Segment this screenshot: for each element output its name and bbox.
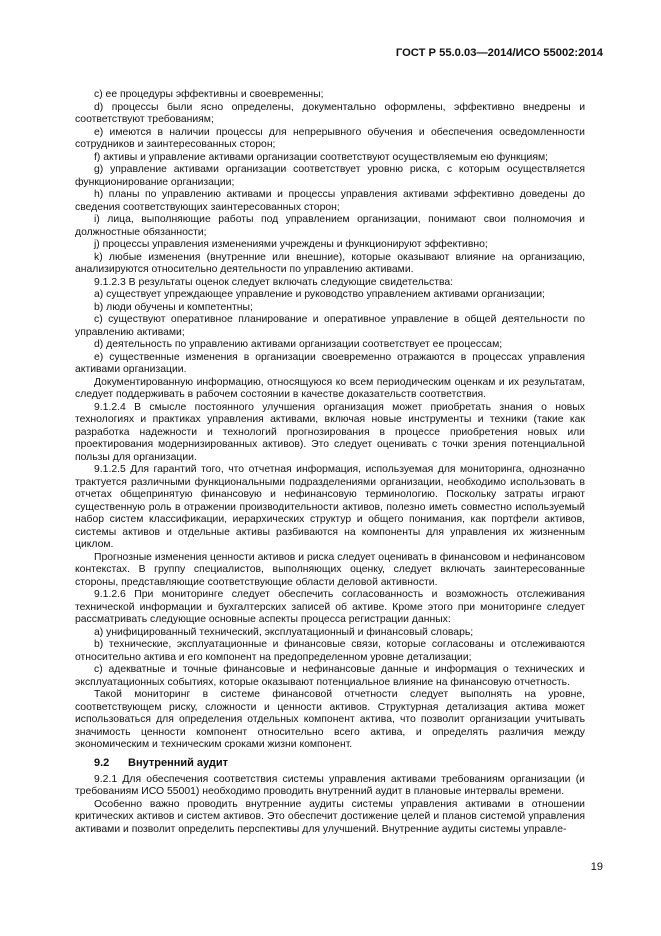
section-title: Внутренний аудит xyxy=(128,756,229,769)
paragraph: i) лица, выполняющие работы под управлением организации, понимают свои полномочия и должностные обязанности; xyxy=(75,214,585,238)
paragraph: b) люди обучены и компетентны; xyxy=(94,301,253,313)
paragraph: Особенно важно проводить внутренние аудиты системы управления активами в отношении критических активов и систем активов. Это обеспечит достижение целей и планов системой управления активами и позволит определить перспективы для улучшений. Внутренние аудиты системы управле- xyxy=(75,798,585,835)
paragraph: g) управление активами организации соответствует уровню риска, с которым осуществляется функционирование организации; xyxy=(75,164,585,188)
paragraph: Такой мониторинг в системе финансовой отчетности следует выполнять на уровне, соответствующем риску, сложности и ценности активов. Структурная детализация актива может использоваться для определения отдельных компонент актива, что позволит организации учитывать значимость ценности компонент относительно всего актива, и определять различия между экономическим и техническим сроками жизни компонент. xyxy=(75,689,585,750)
section-heading xyxy=(94,756,585,770)
paragraph: 9.2.1 Для обеспечения соответствия системы управления активами требованиям организации (и требованиям ИСО 55001) необходимо проводить внутренний аудит в плановые интервалы времени. xyxy=(75,773,585,797)
paragraph: k) любые изменения (внутренние или внешние), которые оказывают влияние на организацию, анализируются относительно деятельности по управлению активами. xyxy=(75,251,585,275)
paragraph: 9.1.2.3 В результаты оценок следует включать следующие свидетельства: xyxy=(94,276,454,288)
document-header: ГОСТ Р 55.0.03—2014/ИСО 55002:2014 xyxy=(395,47,603,59)
page-number: 19 xyxy=(590,861,603,873)
paragraph: f) активы и управление активами организации соответствуют осуществляемым ею функциям; xyxy=(94,151,549,163)
paragraph: a) существует упреждающее управление и руководство управлением активами организации; xyxy=(94,289,545,300)
paragraph: d) процессы были ясно определены, документально оформлены, эффективно внедрены и соответствуют требованиям; xyxy=(75,101,585,125)
paragraph: j) процессы управления изменениями учреждены и функционируют эффективно; xyxy=(94,239,488,250)
paragraph: a) унифицированный технический, эксплуатационный и финансовый словарь; xyxy=(94,626,474,638)
paragraph: c) ее процедуры эффективны и своевременны; xyxy=(94,89,324,100)
paragraph: Прогнозные изменения ценности активов и риска следует оценивать в финансовом и нефинансовом контекстах. В группу специалистов, выполняющих оценку, следует включать заинтересованные стороны, представляющие соответствующие области деловой активности. xyxy=(75,551,585,588)
paragraph: 9.1.2.6 При мониторинге следует обеспечить согласованность и возможность отслеживания технической информации и бухгалтерских записей об активе. Кроме этого при мониторинге следует рассматривать следующие основные аспекты процесса регистрации данных: xyxy=(75,589,585,625)
paragraph: b) технические, эксплуатационные и финансовые связи, которые согласованы и отслеживаются относительно актива и его компонент на предопределенном уровне детализации; xyxy=(75,639,585,663)
paragraph: 9.1.2.4 В смысле постоянного улучшения организация может приобретать знания о новых технологиях и практиках управления активами, включая новые инструменты и техники (такие как разработка надежности и технологий прогнозирования в процессе приобретения новых или проектирования модернизированных активов). Это следует оценивать с точки зрения потенциальной пользы для организации. xyxy=(75,401,585,463)
paragraph: c) адекватные и точные финансовые и нефинансовые данные и информация о технических и эксплуатационных событиях, которые оказывают потенциальное влияние на финансовую отчетность. xyxy=(75,664,585,688)
document-body xyxy=(75,89,585,836)
paragraph: e) существенные изменения в организации своевременно отражаются в процессах управления активами организации. xyxy=(75,351,585,375)
paragraph: c) существуют оперативное планирование и оперативное управление в общей деятельности по управлению активами; xyxy=(75,314,585,338)
paragraph: Документированную информацию, относящуюся ко всем периодическим оценкам и их результатам, следует поддерживать в рабочем состоянии в качестве доказательств соответствия. xyxy=(75,376,585,400)
paragraph: e) имеются в наличии процессы для непрерывного обучения и обеспечения осведомленности сотрудников и заинтересованных сторон; xyxy=(75,126,585,150)
paragraph: 9.1.2.5 Для гарантий того, что отчетная информация, используемая для мониторинга, однозначно трактуется различными функциональными подразделениями организации, необходимо использовать в отчетах общепринятую финансовую и нефинансовую терминологию. Поскольку затраты играют существенную роль в отражении производительности активов, полезно иметь совместно используемый набор систем классификации, иерархических структур и общего понимания, как портфели активов, системы активов и отдельные активы разбиваются на компоненты для управления их жизненным циклом. xyxy=(75,464,585,550)
paragraph: h) планы по управлению активами и процессы управления активами эффективно доведены до сведения соответствующих заинтересованных сторон; xyxy=(75,189,585,213)
section-number: 9.2 xyxy=(94,756,110,769)
paragraph: d) деятельность по управлению активами организации соответствует ее процессам; xyxy=(94,339,503,350)
